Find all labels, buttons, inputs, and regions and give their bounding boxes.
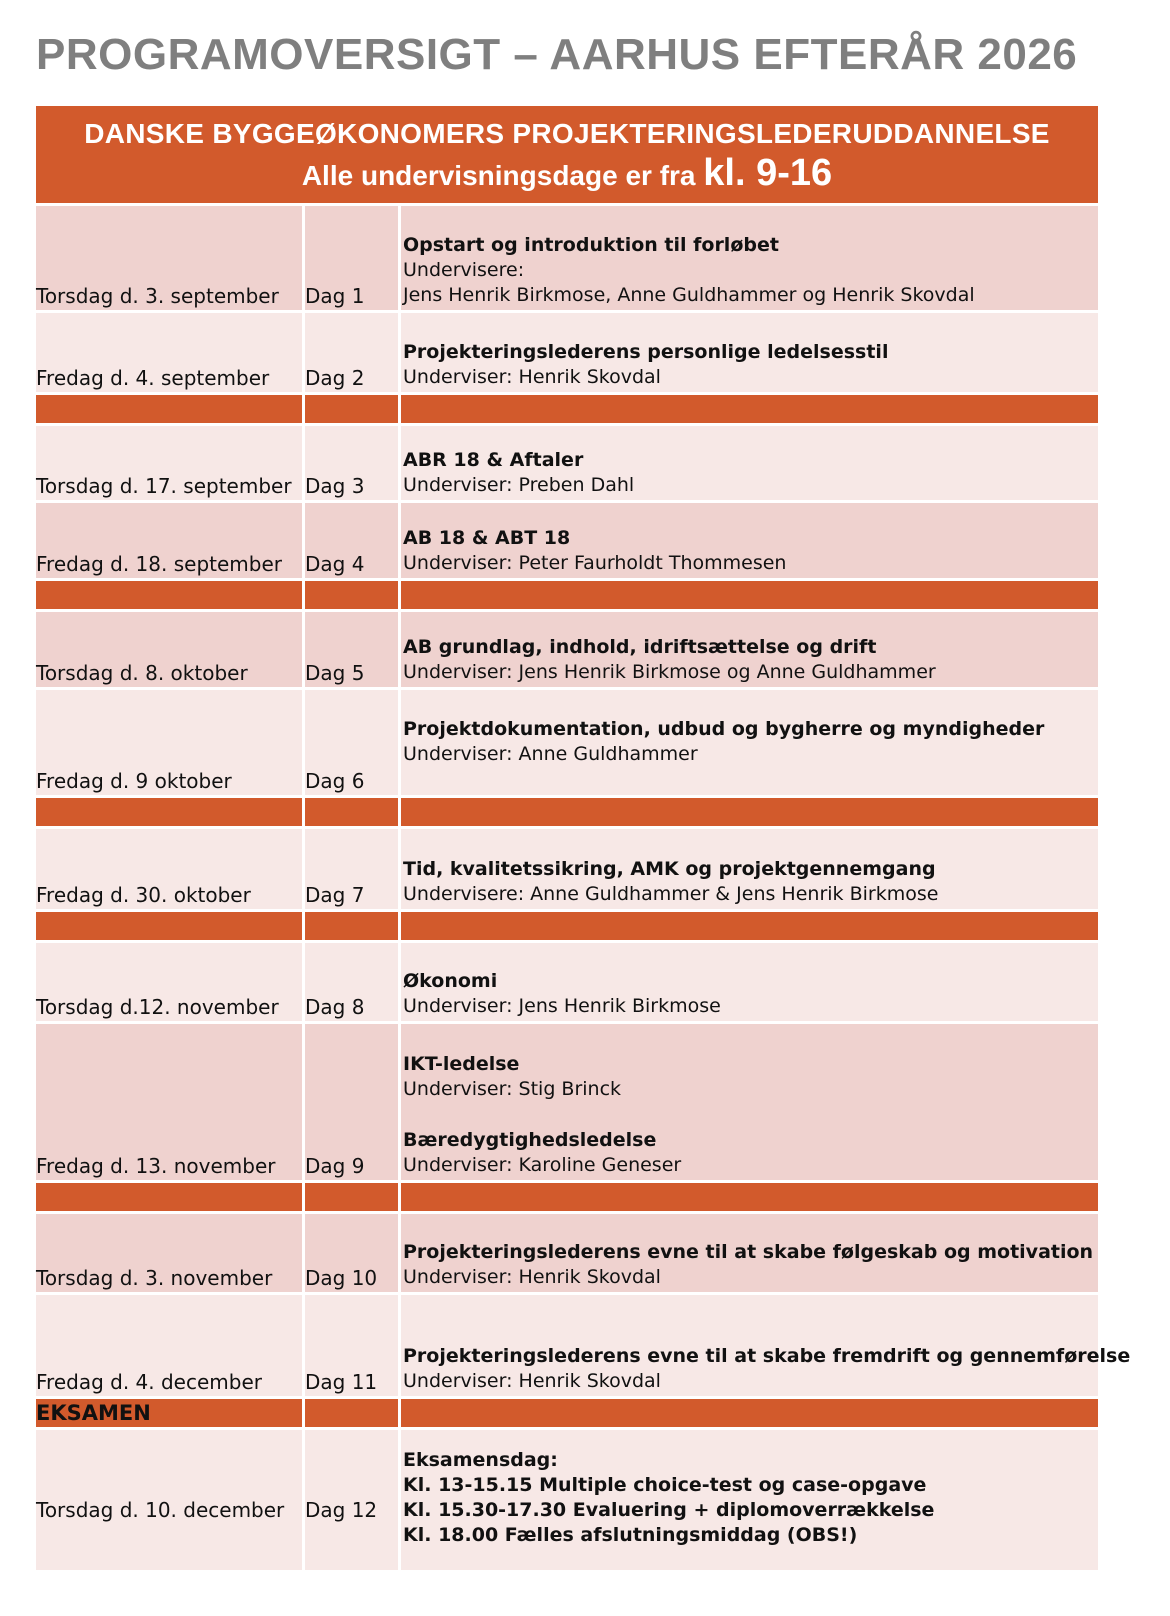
separator-row (36, 912, 1098, 943)
content-cell (401, 690, 1098, 795)
date-cell (36, 690, 302, 795)
date-cell (36, 1430, 302, 1570)
page-title: PROGRAMOVERSIGT – AARHUS EFTERÅR 2026 (36, 30, 1078, 79)
exam-schedule-line: Kl. 13-15.15 Multiple choice-test og case-opgave (403, 1474, 927, 1496)
instructor-line: Underviser: Henrik Skovdal (403, 1370, 661, 1392)
schedule-row (36, 690, 1098, 798)
session-day-number: Dag 11 (305, 1370, 378, 1394)
session-date: Torsdag d. 3. november (36, 1266, 273, 1290)
instructor-line: Undervisere: Anne Guldhammer & Jens Henrik Birkmose (403, 883, 939, 905)
exam-content (403, 1448, 934, 1548)
session-title: Projekteringslederens personlige ledelsesstil (403, 341, 889, 363)
separator-cell (36, 1399, 302, 1427)
schedule-row (36, 829, 1098, 912)
session-content (403, 1344, 1130, 1394)
session-content (403, 526, 786, 576)
date-cell (36, 1024, 302, 1180)
instructor-line: Undervisere: (403, 259, 525, 281)
separator-cell (305, 798, 398, 826)
instructor-line: Underviser: Preben Dahl (403, 474, 635, 496)
separator-cell (401, 912, 1098, 940)
exam-header-row (36, 1399, 1098, 1430)
separator-row (36, 1183, 1098, 1214)
day-cell (305, 503, 398, 578)
teaching-hours-note (36, 152, 1098, 194)
instructor-line: Underviser: Stig Brinck (403, 1078, 622, 1100)
schedule-row (36, 426, 1098, 503)
instructor-line: Underviser: Peter Faurholdt Thommesen (403, 552, 787, 574)
exam-date: Torsdag d. 10. december (36, 1498, 285, 1522)
separator-cell (401, 1399, 1098, 1427)
schedule-row (36, 503, 1098, 581)
day-cell (305, 1024, 398, 1180)
schedule-row (36, 1295, 1131, 1399)
content-cell (401, 503, 1098, 578)
instructor-line: Underviser: Anne Guldhammer (403, 743, 698, 765)
day-cell (305, 1430, 398, 1570)
schedule-row (36, 612, 1098, 690)
session-content (403, 340, 888, 390)
session-date: Torsdag d. 8. oktober (36, 661, 248, 685)
separator-cell (401, 395, 1098, 423)
day-cell (305, 829, 398, 909)
session-title: AB 18 & ABT 18 (403, 527, 571, 549)
exam-day-number: Dag 12 (305, 1498, 378, 1522)
session-title: Økonomi (403, 970, 498, 992)
session-day-number: Dag 1 (305, 284, 365, 308)
schedule-row (36, 943, 1098, 1024)
date-cell (36, 206, 302, 310)
content-cell (401, 313, 1098, 392)
instructor-line: Underviser: Jens Henrik Birkmose og Anne Guldhammer (403, 661, 936, 683)
separator-cell (305, 395, 398, 423)
session-content (403, 448, 634, 498)
content-cell (401, 829, 1098, 909)
separator-cell (36, 912, 302, 940)
schedule-table (36, 206, 1131, 1573)
program-name: DANSKE BYGGEØKONOMERS PROJEKTERINGSLEDERUDDANNELSE (84, 118, 1050, 149)
date-cell (36, 1214, 302, 1292)
instructor-line: Underviser: Henrik Skovdal (403, 366, 661, 388)
session-content (403, 1052, 681, 1178)
instructor-line: Underviser: Henrik Skovdal (403, 1266, 661, 1288)
date-cell (36, 943, 302, 1021)
schedule-row (36, 1024, 1098, 1183)
session-date: Fredag d. 30. oktober (36, 883, 251, 907)
content-cell (401, 1295, 1131, 1396)
session-date: Fredag d. 4. december (36, 1370, 262, 1394)
session-date: Fredag d. 13. november (36, 1154, 276, 1178)
day-cell (305, 313, 398, 392)
session-day-number: Dag 7 (305, 883, 365, 907)
separator-row (36, 581, 1098, 612)
session-content (403, 1240, 1093, 1290)
session-content (403, 969, 721, 1019)
day-cell (305, 612, 398, 687)
content-cell (401, 1214, 1098, 1292)
session-date: Torsdag d. 3. september (36, 284, 279, 308)
separator-row (36, 798, 1098, 829)
day-cell (305, 1295, 398, 1396)
separator-cell (305, 912, 398, 940)
session-title: Projektdokumentation, udbud og bygherre og myndigheder (403, 718, 1045, 740)
teaching-hours-prefix: Alle undervisningsdage er fra (301, 160, 704, 191)
date-cell (36, 313, 302, 392)
session-day-number: Dag 10 (305, 1266, 378, 1290)
separator-cell (36, 1183, 302, 1211)
session-date: Fredag d. 9 oktober (36, 769, 232, 793)
exam-schedule-line: Kl. 15.30-17.30 Evaluering + diplomoverrækkelse (403, 1499, 935, 1521)
separator-cell (305, 581, 398, 609)
day-cell (305, 206, 398, 310)
schedule-row (36, 313, 1098, 395)
date-cell (36, 1295, 302, 1396)
session-title: Projekteringslederens evne til at skabe følgeskab og motivation (403, 1241, 1094, 1263)
session-title: ABR 18 & Aftaler (403, 449, 584, 471)
session-content (403, 635, 936, 685)
session-day-number: Dag 5 (305, 661, 365, 685)
content-cell (401, 943, 1098, 1021)
program-banner (36, 106, 1098, 203)
session-day-number: Dag 3 (305, 474, 365, 498)
separator-row (36, 395, 1098, 426)
session-date: Torsdag d.12. november (36, 995, 279, 1019)
content-cell (401, 426, 1098, 500)
session-day-number: Dag 9 (305, 1154, 365, 1178)
exam-row (36, 1430, 1098, 1573)
schedule-row (36, 206, 1098, 313)
separator-cell (305, 1399, 398, 1427)
day-cell (305, 690, 398, 795)
session-title: Bæredygtighedsledelse (403, 1129, 657, 1151)
exam-label: EKSAMEN (36, 1401, 151, 1425)
session-date: Torsdag d. 17. september (36, 474, 292, 498)
separator-cell (305, 1183, 398, 1211)
content-cell (401, 206, 1098, 310)
content-cell (401, 1024, 1098, 1180)
separator-cell (401, 581, 1098, 609)
session-date: Fredag d. 4. september (36, 366, 270, 390)
instructor-line: Jens Henrik Birkmose, Anne Guldhammer og Henrik Skovdal (403, 284, 975, 306)
content-cell (401, 612, 1098, 687)
session-day-number: Dag 4 (305, 552, 365, 576)
content-cell (401, 1430, 1098, 1570)
session-content (403, 717, 1044, 767)
date-cell (36, 503, 302, 578)
session-title: IKT-ledelse (403, 1053, 520, 1075)
session-day-number: Dag 2 (305, 366, 365, 390)
separator-cell (36, 581, 302, 609)
instructor-line: Underviser: Karoline Geneser (403, 1154, 682, 1176)
session-title: Opstart og introduktion til forløbet (403, 234, 779, 256)
teaching-hours-time: kl. 9-16 (703, 152, 833, 194)
date-cell (36, 426, 302, 500)
date-cell (36, 829, 302, 909)
schedule-row (36, 1214, 1098, 1295)
session-day-number: Dag 6 (305, 769, 365, 793)
day-cell (305, 943, 398, 1021)
exam-title: Eksamensdag: (403, 1449, 558, 1471)
exam-schedule-line: Kl. 18.00 Fælles afslutningsmiddag (OBS!) (403, 1524, 858, 1546)
instructor-line: Underviser: Jens Henrik Birkmose (403, 995, 721, 1017)
separator-cell (401, 1183, 1098, 1211)
session-title: AB grundlag, indhold, idriftsættelse og drift (403, 636, 877, 658)
session-content (403, 857, 938, 907)
separator-cell (401, 798, 1098, 826)
date-cell (36, 612, 302, 687)
session-content (403, 233, 975, 308)
session-day-number: Dag 8 (305, 995, 365, 1019)
separator-cell (36, 798, 302, 826)
day-cell (305, 426, 398, 500)
separator-cell (36, 395, 302, 423)
session-spacer (403, 1102, 681, 1128)
day-cell (305, 1214, 398, 1292)
session-date: Fredag d. 18. september (36, 552, 282, 576)
session-title: Tid, kvalitetssikring, AMK og projektgennemgang (403, 858, 936, 880)
session-title: Projekteringslederens evne til at skabe fremdrift og gennemførelse (403, 1345, 1131, 1367)
